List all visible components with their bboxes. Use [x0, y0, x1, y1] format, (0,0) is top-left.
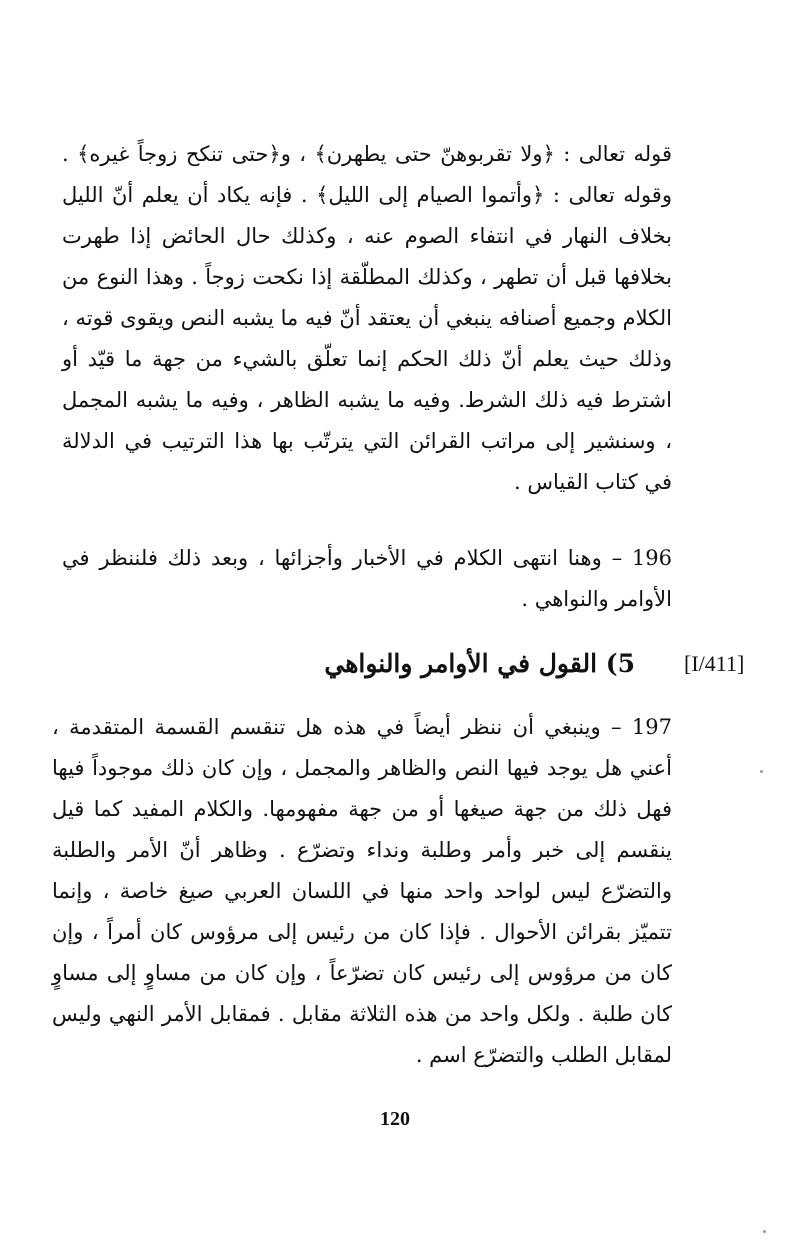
scan-speck — [763, 1230, 766, 1233]
section-heading: 5) القول في الأوامر والنواهي — [324, 649, 635, 678]
scan-speck — [760, 770, 763, 773]
paragraph-197: 197 – وينبغي أن ننظر أيضاً في هذه هل تنقسم القسمة المتقدمة ، أعني هل يوجد فيها النص والظاهر والمجمل ، وإن كان ذلك موجوداً فيها فهل ذلك من جهة صيغها أو من جهة مفهومها. والكلام المفيد كما قيل ينقسم إلى خبر وأمر وطلبة ونداء وتضرّع . وظاهر أنّ الأمر والطلبة والتضرّع ليس لواحد واحد منها في اللسان العربي صيغ خاصة ، وإنما تتميّز بقرائن الأحوال . فإذا كان من رئيس إلى مرؤوس كان أمراً ، وإن كان من مرؤوس إلى رئيس كان تضرّعاً ، وإن كان من مساوٍ إلى مساوٍ كان طلبة . ولكل واحد من هذه الثلاثة مقابل . فمقابل الأمر النهي وليس لمقابل الطلب والتضرّع اسم . — [52, 715, 672, 1067]
paragraph-196: 196 – وهنا انتهى الكلام في الأخبار وأجزائها ، وبعد ذلك فلننظر في الأوامر والنواهي . — [62, 546, 672, 611]
section-reference: [I/411] — [684, 651, 745, 676]
page-number: 120 — [380, 1108, 410, 1130]
paragraph-continuation: قوله تعالى : ﴿ولا تقربوهنّ حتى يطهرن﴾ ، و﴿حتى تنكح زوجاً غيره﴾ . وقوله تعالى : ﴿وأتموا الصيام إلى الليل﴾ . فإنه يكاد أن يعلم أنّ الليل بخلاف النهار في انتفاء الصوم عنه ، وكذلك حال الحائض إذا طهرت بخلافها قبل أن تطهر ، وكذلك المطلّقة إذا نكحت زوجاً . وهذا النوع من الكلام وجميع أصنافه ينبغي أن يعتقد أنّ فيه ما يشبه النص ويقوى قوته ، وذلك حيث يعلم أنّ ذلك الحكم إنما تعلّق بالشيء من جهة ما قيّد أو اشترط فيه ذلك الشرط. وفيه ما يشبه الظاهر ، وفيه ما يشبه المجمل ، وسنشير إلى مراتب القرائن التي يترتّب بها هذا الترتيب في الدلالة في كتاب القياس . — [62, 142, 672, 494]
